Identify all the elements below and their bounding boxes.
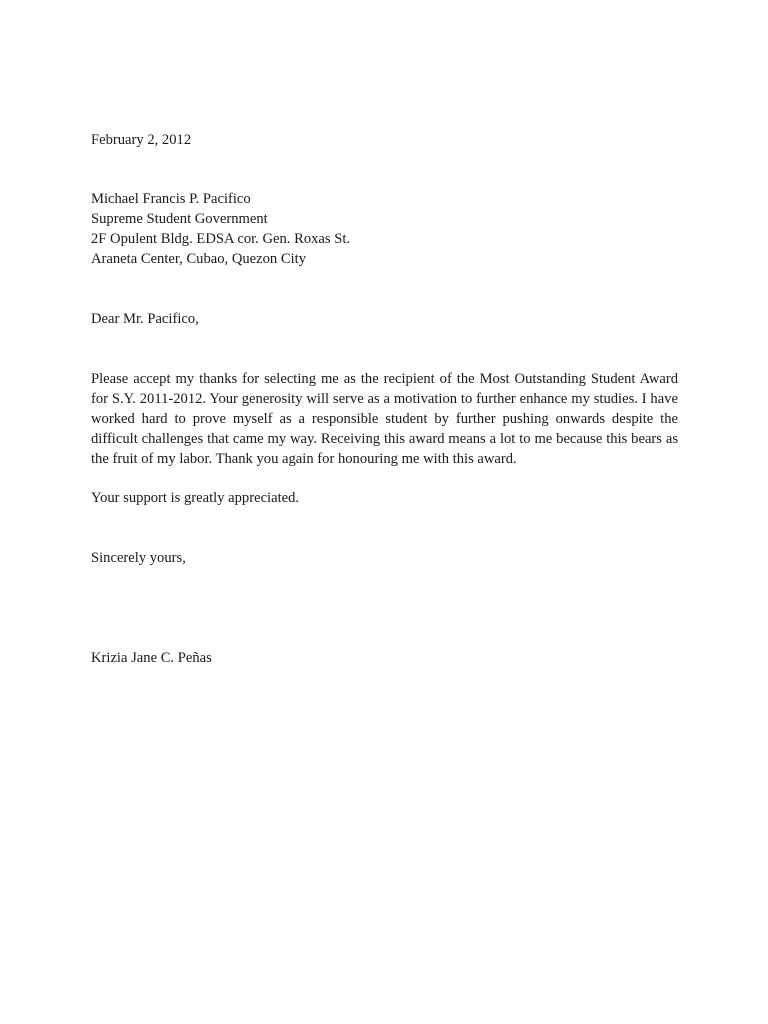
valediction: Sincerely yours, [91,550,186,566]
letter-body: Please accept my thanks for selecting me as the recipient of the Most Outstanding Student Award for S.Y. 2011-2012. Your generosity will serve as a motivation to further enhance my studies. I have worked hard to prove myself as a responsible student by further pushing onwards despite the difficult challenges that came my way. Receiving this award means a lot to me because this bears as the fruit of my labor. Thank you again for honouring me with this award. [91,371,678,467]
letter-date: February 2, 2012 [91,132,192,148]
recipient-organization: Supreme Student Government [91,211,268,227]
signature-name: Krizia Jane C. Peñas [91,650,212,666]
recipient-block [91,189,678,269]
closing-note: Your support is greatly appreciated. [91,490,300,506]
recipient-address-line2: Araneta Center, Cubao, Quezon City [91,251,307,267]
recipient-address-line1: 2F Opulent Bldg. EDSA cor. Gen. Roxas St. [91,231,351,247]
salutation: Dear Mr. Pacifico, [91,311,199,327]
recipient-name: Michael Francis P. Pacifico [91,191,251,207]
